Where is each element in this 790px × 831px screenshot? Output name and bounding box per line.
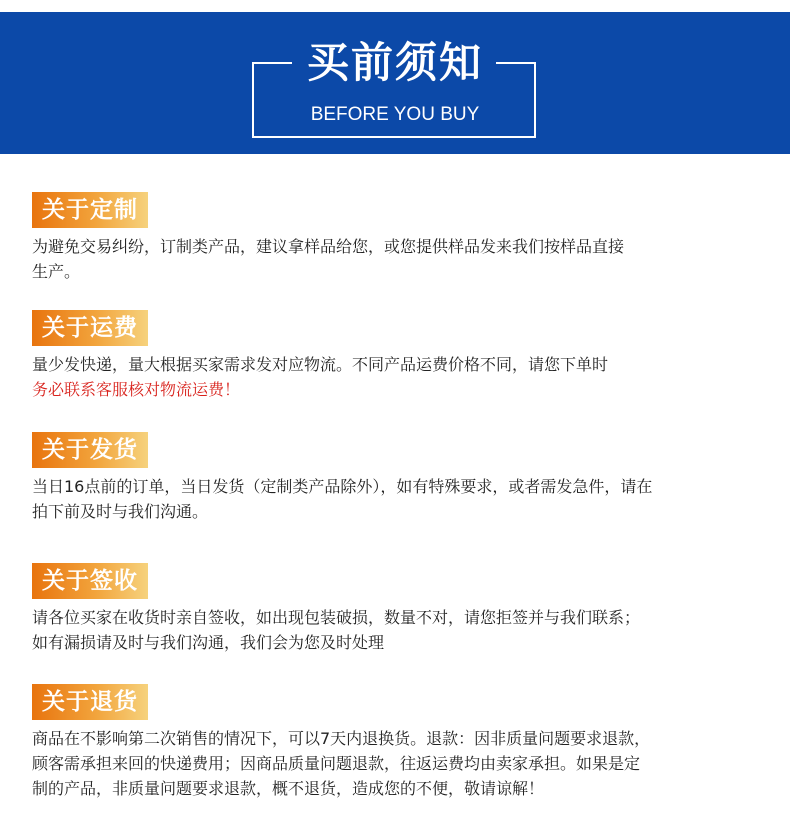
section-shipping-fee	[32, 310, 752, 402]
section-delivery	[32, 432, 752, 524]
text-line: 拍下前及时与我们沟通。	[32, 502, 209, 521]
section-custom	[32, 192, 752, 284]
section-tag: 关于发货	[32, 432, 148, 468]
warning-text: 务必联系客服核对物流运费！	[32, 380, 241, 399]
text-line: 商品在不影响第二次销售的情况下，可以7天内退换货。退款：因非质量问题要求退款，	[32, 729, 651, 748]
section-text	[32, 726, 752, 801]
page-title: 买前须知	[306, 38, 483, 87]
text-line: 为避免交易纠纷，订制类产品，建议拿样品给您，或您提供样品发来我们按样品直接	[32, 237, 625, 256]
text-line: 制的产品，非质量问题要求退款，概不退货，造成您的不便，敬请谅解！	[32, 779, 545, 798]
section-tag: 关于运费	[32, 310, 148, 346]
section-text	[32, 234, 752, 284]
text-line: 如有漏损请及时与我们沟通，我们会为您及时处理	[32, 633, 385, 652]
section-return	[32, 684, 752, 801]
section-tag: 关于签收	[32, 563, 148, 599]
text-line: 生产。	[32, 262, 81, 281]
section-tag: 关于定制	[32, 192, 148, 228]
text-line: 当日16点前的订单，当日发货（定制类产品除外），如有特殊要求，或者需发急件，请在	[32, 477, 653, 496]
text-line: 请各位买家在收货时亲自签收，如出现包装破损，数量不对，请您拒签并与我们联系；	[32, 608, 641, 627]
section-text	[32, 352, 752, 402]
section-receipt	[32, 563, 752, 655]
text-line: 顾客需承担来回的快递费用；因商品质量问题退款，往返运费均由卖家承担。如果是定	[32, 754, 641, 773]
text-line: 量少发快递，量大根据买家需求发对应物流。不同产品运费价格不同，请您下单时	[32, 355, 609, 374]
section-text	[32, 474, 752, 524]
section-tag: 关于退货	[32, 684, 148, 720]
page-subtitle: BEFORE YOU BUY	[310, 104, 480, 125]
header-banner	[0, 12, 790, 154]
section-text	[32, 605, 752, 655]
